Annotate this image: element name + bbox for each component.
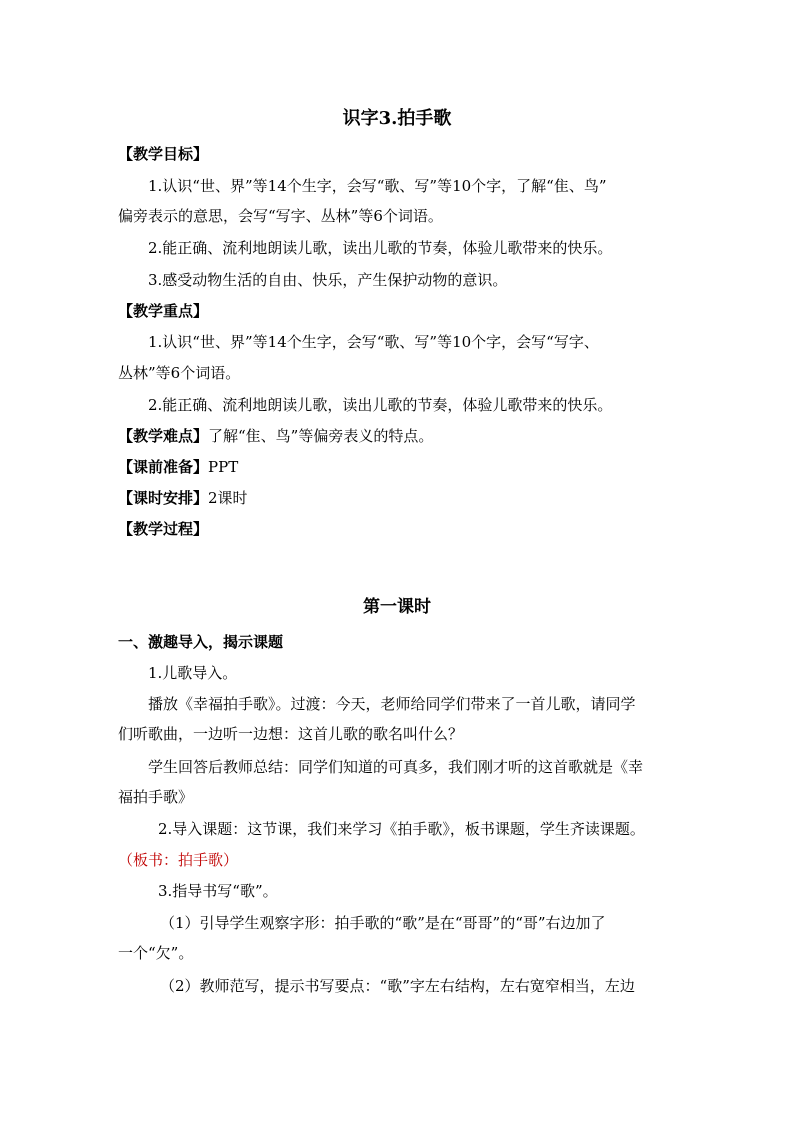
schedule-text: 2课时: [208, 489, 248, 507]
difficulty-row: [118, 426, 433, 446]
key-point-2: 2.能正确、流利地朗读儿歌，读出儿歌的节奏，体验儿歌带来的快乐。: [148, 396, 613, 414]
process-label: 【教学过程】: [118, 520, 209, 538]
goal-2: 2.能正确、流利地朗读儿歌，读出儿歌的节奏，体验儿歌带来的快乐。: [148, 239, 613, 257]
key-points-label: 【教学重点】: [118, 302, 209, 320]
paragraph-4: 2.导入课题：这节课，我们来学习《拍手歌》，板书课题，学生齐读课题。: [158, 820, 645, 838]
paragraph-2-line-2: 们听歌曲，一边听一边想：这首儿歌的歌名叫什么？: [118, 725, 464, 743]
key-point-1-line-2: 丛林”等6个词语。: [118, 364, 241, 382]
paragraph-5: 3.指导书写“歌”。: [158, 882, 278, 900]
prep-text: PPT: [208, 458, 239, 476]
goal-3: 3.感受动物生活的自由、快乐，产生保护动物的意识。: [148, 271, 508, 289]
paragraph-3-line-2: 福拍手歌》: [118, 788, 194, 806]
goal-1-line-1: 1.认识“世、界”等14个生字，会写“歌、写”等10个字，了解“隹、鸟”: [148, 177, 607, 195]
document-title: 识字3.拍手歌: [342, 108, 452, 129]
prep-label: 【课前准备】: [118, 458, 209, 476]
paragraph-1: 1.儿歌导入。: [148, 664, 238, 682]
lesson-1-heading: 第一课时: [363, 597, 431, 617]
difficulty-label: 【教学难点】: [118, 427, 209, 445]
paragraph-6-line-2: 一个“欠”。: [118, 944, 194, 962]
goal-1-line-2: 偏旁表示的意思，会写“写字、丛林”等6个词语。: [118, 207, 443, 225]
key-point-1-line-1: 1.认识“世、界”等14个生字，会写“歌、写”等10个字，会写“写字、: [148, 333, 599, 351]
schedule-label: 【课时安排】: [118, 489, 209, 507]
paragraph-7: （2）教师范写，提示书写要点：“歌”字左右结构，左右宽窄相当，左边: [160, 977, 635, 995]
paragraph-2-line-1: 播放《幸福拍手歌》。过渡：今天，老师给同学们带来了一首儿歌，请同学: [148, 695, 636, 713]
goals-label: 【教学目标】: [118, 145, 209, 163]
part-1-title: 一、激趣导入，揭示课题: [118, 633, 284, 651]
prep-row: [118, 457, 238, 477]
board-note: （板书：拍手歌）: [118, 851, 239, 869]
paragraph-3-line-1: 学生回答后教师总结：同学们知道的可真多，我们刚才听的这首歌就是《幸: [148, 758, 644, 776]
schedule-row: [118, 488, 248, 508]
paragraph-6-line-1: （1）引导学生观察字形：拍手歌的“歌”是在“哥哥”的“哥”右边加了: [160, 914, 606, 932]
difficulty-text: 了解“隹、鸟”等偏旁表义的特点。: [208, 427, 434, 445]
